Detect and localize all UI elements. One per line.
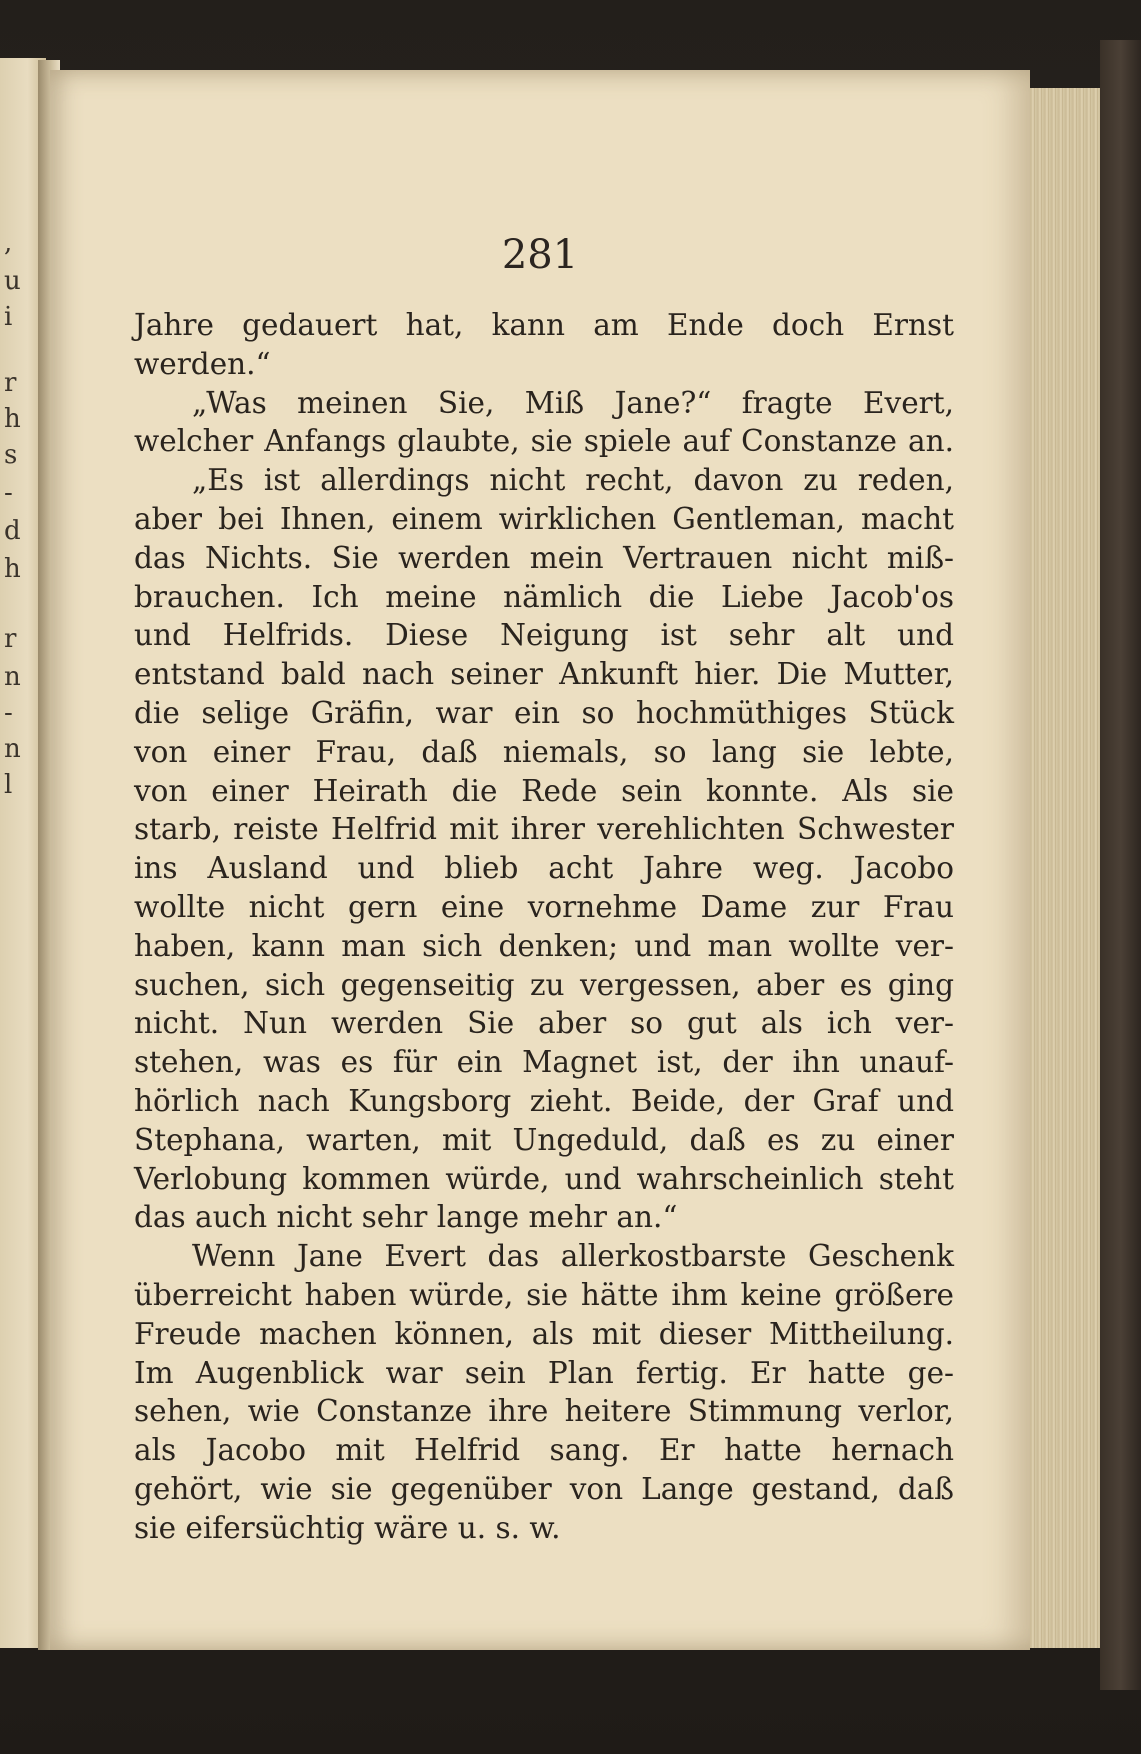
text-line: stehen, was es für ein Magnet ist, der ihn unauf- bbox=[134, 1045, 954, 1080]
left-page-fragment: s bbox=[4, 440, 18, 470]
text-line: von einer Frau, daß niemals, so lang sie lebte, bbox=[134, 734, 954, 769]
text-line: überreicht haben würde, sie hätte ihm keine größere bbox=[134, 1277, 954, 1312]
left-page-fragment: i bbox=[4, 302, 13, 332]
text-line: werden.“ bbox=[134, 346, 271, 381]
text-line: sehen, wie Constanze ihre heitere Stimmung verlor, bbox=[134, 1394, 954, 1429]
right-page bbox=[50, 70, 1030, 1650]
text-line: „Was meinen Sie, Miß Jane?“ fragte Evert, bbox=[192, 385, 954, 420]
left-page-fragment: - bbox=[4, 698, 13, 728]
left-page-fragment: n bbox=[4, 662, 21, 692]
left-page-fragment: h bbox=[4, 554, 21, 584]
body-text bbox=[134, 306, 954, 1548]
text-line: aber bei Ihnen, einem wirklichen Gentleman, macht bbox=[134, 501, 954, 536]
book-cover-edge bbox=[1100, 40, 1141, 1690]
text-line: nicht. Nun werden Sie aber so gut als ich ver- bbox=[134, 1006, 954, 1041]
text-line: das auch nicht sehr lange mehr an.“ bbox=[134, 1200, 678, 1235]
text-line: hörlich nach Kungsborg zieht. Beide, der Graf und bbox=[134, 1083, 954, 1118]
text-line: starb, reiste Helfrid mit ihrer verehlichten Schwester bbox=[134, 812, 954, 847]
left-page-fragment: l bbox=[4, 770, 13, 800]
left-page-fragment: r bbox=[4, 624, 17, 654]
text-line: von einer Heirath die Rede sein konnte. Als sie bbox=[134, 773, 954, 808]
text-line: entstand bald nach seiner Ankunft hier. Die Mutter, bbox=[134, 657, 954, 692]
left-page-fragment: , bbox=[4, 228, 13, 258]
page-number: 281 bbox=[501, 232, 579, 278]
text-line: gehört, wie sie gegenüber von Lange gestand, daß bbox=[134, 1471, 954, 1506]
left-page-fragment: d bbox=[4, 516, 21, 546]
text-line: Verlobung kommen würde, und wahrscheinlich steht bbox=[134, 1161, 954, 1196]
text-line: ins Ausland und blieb acht Jahre weg. Jacobo bbox=[134, 851, 954, 886]
left-page-fragment: r bbox=[4, 368, 17, 398]
left-page-fragment: u bbox=[4, 266, 21, 296]
left-page-fragment: n bbox=[4, 734, 21, 764]
text-line: Stephana, warten, mit Ungeduld, daß es zu einer bbox=[134, 1122, 954, 1157]
text-line: Jahre gedauert hat, kann am Ende doch Ernst bbox=[134, 308, 954, 342]
text-line: brauchen. Ich meine nämlich die Liebe Jacob'os bbox=[134, 579, 954, 614]
text-line: die selige Gräfin, war ein so hochmüthiges Stück bbox=[134, 695, 954, 730]
text-line: als Jacobo mit Helfrid sang. Er hatte hernach bbox=[134, 1433, 954, 1468]
text-line: haben, kann man sich denken; und man wollte ver- bbox=[134, 928, 954, 963]
text-line: wollte nicht gern eine vornehme Dame zur Frau bbox=[134, 889, 954, 924]
left-page-fragment: h bbox=[4, 404, 21, 434]
text-line: welcher Anfangs glaubte, sie spiele auf Constanze an. bbox=[134, 424, 954, 459]
left-page-fragment: - bbox=[4, 478, 13, 508]
text-line: Im Augenblick war sein Plan fertig. Er hatte ge- bbox=[134, 1355, 954, 1390]
text-line: suchen, sich gegenseitig zu vergessen, aber es ging bbox=[134, 967, 954, 1002]
text-line: sie eifersüchtig wäre u. s. w. bbox=[134, 1510, 561, 1545]
text-line: das Nichts. Sie werden mein Vertrauen nicht miß- bbox=[134, 540, 954, 575]
text-line: und Helfrids. Diese Neigung ist sehr alt und bbox=[134, 618, 954, 653]
text-line: Wenn Jane Evert das allerkostbarste Geschenk bbox=[192, 1239, 954, 1274]
text-line: Freude machen können, als mit dieser Mittheilung. bbox=[134, 1316, 954, 1351]
text-line: „Es ist allerdings nicht recht, davon zu reden, bbox=[192, 463, 954, 498]
